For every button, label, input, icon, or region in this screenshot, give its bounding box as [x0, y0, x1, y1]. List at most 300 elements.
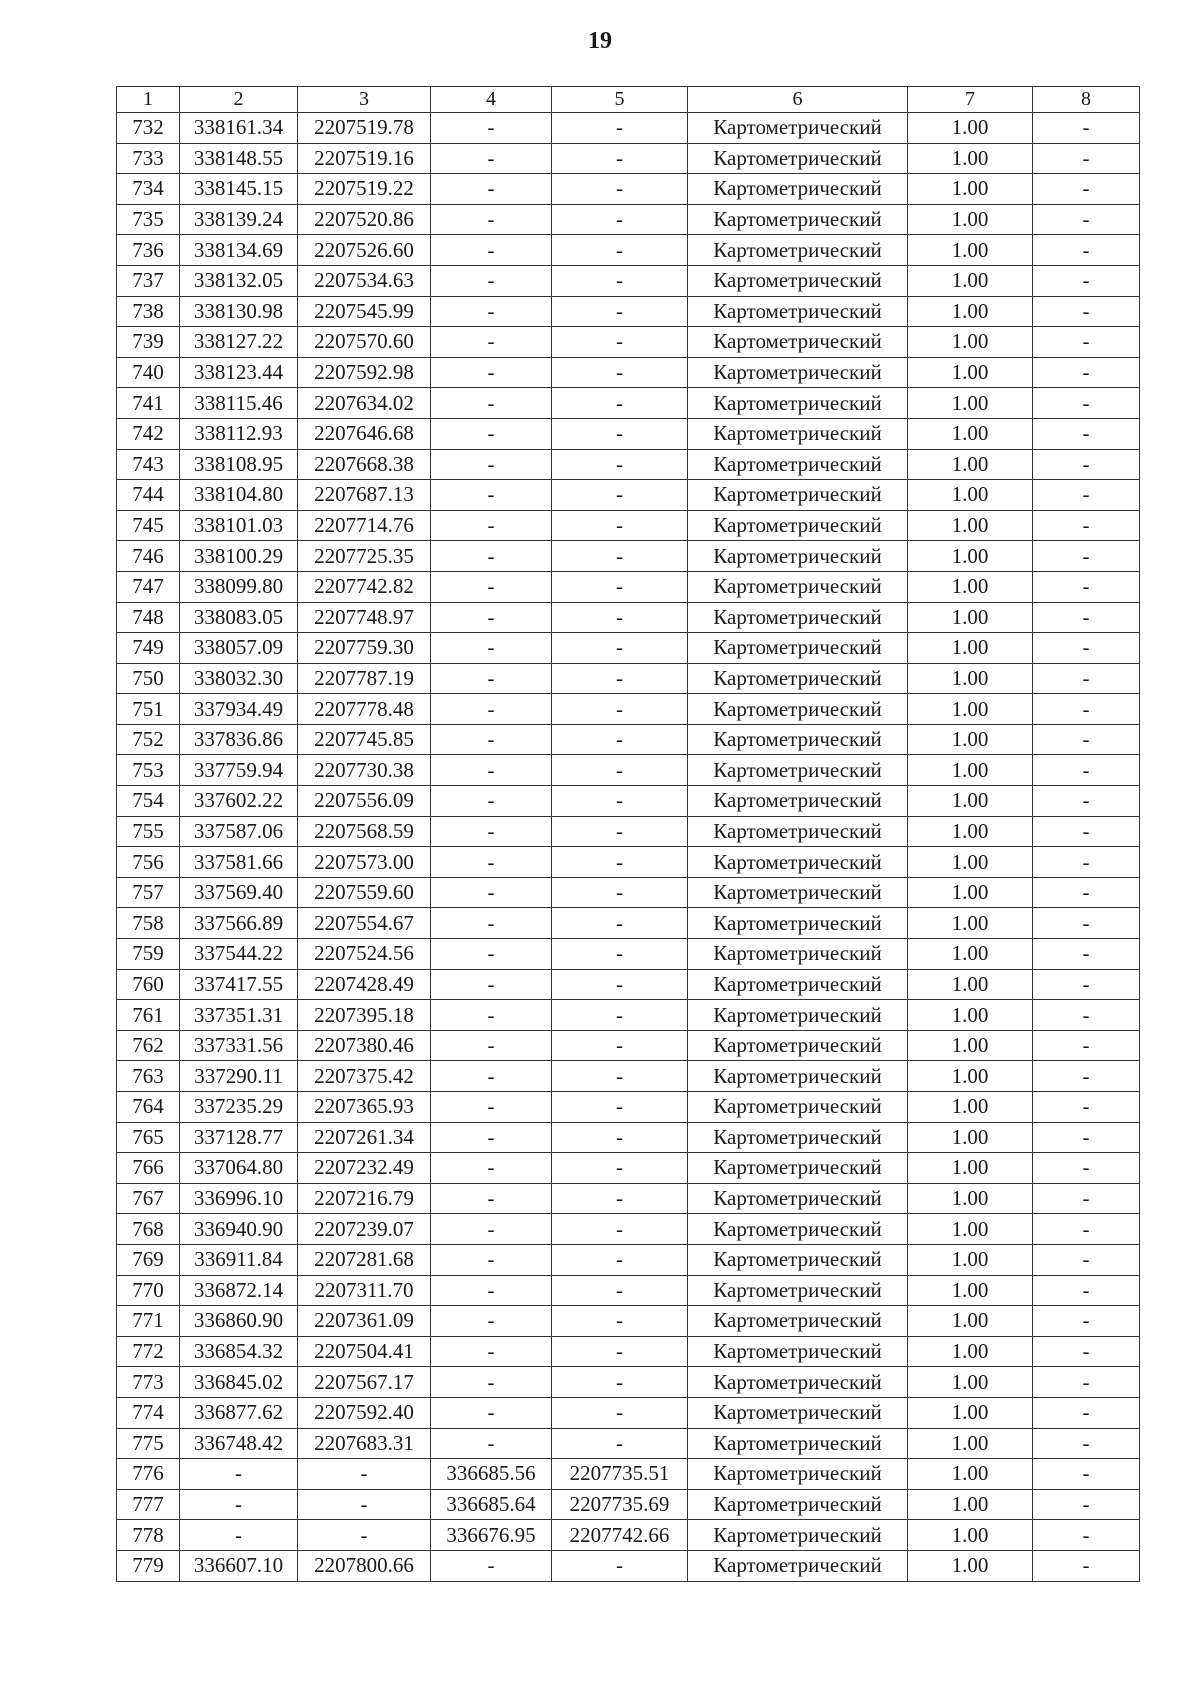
- table-row: [117, 1275, 1140, 1306]
- cell-y-coordinate: 2207380.46: [298, 1030, 431, 1061]
- cell-accuracy: 1.00: [908, 877, 1033, 908]
- cell-x-coordinate: 338123.44: [180, 357, 298, 388]
- cell-x-coordinate: 337544.22: [180, 939, 298, 970]
- cell-method: Картометрический: [688, 786, 908, 817]
- cell-x-coordinate-new: -: [431, 1336, 552, 1367]
- cell-y-coordinate-new: -: [552, 877, 688, 908]
- cell-method: Картометрический: [688, 1275, 908, 1306]
- cell-point-number: 776: [117, 1459, 180, 1490]
- table-row: [117, 724, 1140, 755]
- cell-x-coordinate-new: -: [431, 143, 552, 174]
- cell-x-coordinate-new: -: [431, 969, 552, 1000]
- cell-y-coordinate: -: [298, 1459, 431, 1490]
- cell-method: Картометрический: [688, 1092, 908, 1123]
- cell-y-coordinate-new: 2207742.66: [552, 1520, 688, 1551]
- cell-method: Картометрический: [688, 1397, 908, 1428]
- table-row: [117, 877, 1140, 908]
- cell-x-coordinate: 338139.24: [180, 204, 298, 235]
- cell-y-coordinate: 2207592.40: [298, 1397, 431, 1428]
- cell-y-coordinate-new: -: [552, 143, 688, 174]
- cell-x-coordinate: 338148.55: [180, 143, 298, 174]
- cell-method: Картометрический: [688, 174, 908, 205]
- cell-x-coordinate-new: -: [431, 724, 552, 755]
- cell-y-coordinate: 2207361.09: [298, 1306, 431, 1337]
- cell-y-coordinate-new: 2207735.69: [552, 1489, 688, 1520]
- cell-y-coordinate-new: -: [552, 1336, 688, 1367]
- cell-point-number: 755: [117, 816, 180, 847]
- cell-x-coordinate: 337235.29: [180, 1092, 298, 1123]
- table-row: [117, 418, 1140, 449]
- cell-note: -: [1033, 1550, 1140, 1581]
- cell-point-number: 746: [117, 541, 180, 572]
- cell-note: -: [1033, 694, 1140, 725]
- cell-method: Картометрический: [688, 602, 908, 633]
- cell-accuracy: 1.00: [908, 1367, 1033, 1398]
- cell-note: -: [1033, 1397, 1140, 1428]
- cell-method: Картометрический: [688, 204, 908, 235]
- cell-x-coordinate: 337331.56: [180, 1030, 298, 1061]
- cell-y-coordinate-new: -: [552, 571, 688, 602]
- cell-x-coordinate-new: -: [431, 235, 552, 266]
- cell-point-number: 764: [117, 1092, 180, 1123]
- table-row: [117, 1336, 1140, 1367]
- cell-point-number: 769: [117, 1244, 180, 1275]
- cell-point-number: 752: [117, 724, 180, 755]
- cell-method: Картометрический: [688, 1367, 908, 1398]
- cell-y-coordinate: 2207573.00: [298, 847, 431, 878]
- cell-x-coordinate-new: -: [431, 174, 552, 205]
- cell-x-coordinate: 338115.46: [180, 388, 298, 419]
- cell-accuracy: 1.00: [908, 1153, 1033, 1184]
- cell-note: -: [1033, 633, 1140, 664]
- cell-method: Картометрический: [688, 847, 908, 878]
- table-row: [117, 1061, 1140, 1092]
- cell-note: -: [1033, 1520, 1140, 1551]
- cell-accuracy: 1.00: [908, 602, 1033, 633]
- cell-y-coordinate: 2207281.68: [298, 1244, 431, 1275]
- cell-accuracy: 1.00: [908, 1459, 1033, 1490]
- cell-method: Картометрический: [688, 816, 908, 847]
- cell-note: -: [1033, 1428, 1140, 1459]
- cell-point-number: 735: [117, 204, 180, 235]
- cell-method: Картометрический: [688, 1000, 908, 1031]
- cell-x-coordinate-new: -: [431, 847, 552, 878]
- cell-accuracy: 1.00: [908, 113, 1033, 144]
- cell-method: Картометрический: [688, 724, 908, 755]
- cell-accuracy: 1.00: [908, 1306, 1033, 1337]
- cell-y-coordinate-new: -: [552, 1153, 688, 1184]
- cell-method: Картометрический: [688, 694, 908, 725]
- cell-method: Картометрический: [688, 755, 908, 786]
- table-row: [117, 1367, 1140, 1398]
- cell-x-coordinate-new: -: [431, 1183, 552, 1214]
- table-row: [117, 235, 1140, 266]
- cell-method: Картометрический: [688, 1183, 908, 1214]
- cell-note: -: [1033, 1336, 1140, 1367]
- cell-note: -: [1033, 235, 1140, 266]
- cell-point-number: 765: [117, 1122, 180, 1153]
- cell-note: -: [1033, 1367, 1140, 1398]
- cell-method: Картометрический: [688, 1214, 908, 1245]
- cell-x-coordinate-new: -: [431, 204, 552, 235]
- cell-point-number: 766: [117, 1153, 180, 1184]
- table-row: [117, 1244, 1140, 1275]
- cell-accuracy: 1.00: [908, 663, 1033, 694]
- cell-x-coordinate: 336996.10: [180, 1183, 298, 1214]
- cell-y-coordinate: 2207375.42: [298, 1061, 431, 1092]
- cell-accuracy: 1.00: [908, 633, 1033, 664]
- cell-x-coordinate-new: -: [431, 755, 552, 786]
- cell-point-number: 777: [117, 1489, 180, 1520]
- cell-y-coordinate: 2207800.66: [298, 1550, 431, 1581]
- cell-note: -: [1033, 1306, 1140, 1337]
- cell-x-coordinate: 336748.42: [180, 1428, 298, 1459]
- cell-x-coordinate-new: -: [431, 265, 552, 296]
- cell-y-coordinate: 2207714.76: [298, 510, 431, 541]
- cell-accuracy: 1.00: [908, 1030, 1033, 1061]
- cell-accuracy: 1.00: [908, 541, 1033, 572]
- cell-x-coordinate: 338132.05: [180, 265, 298, 296]
- cell-point-number: 742: [117, 418, 180, 449]
- cell-accuracy: 1.00: [908, 1122, 1033, 1153]
- cell-x-coordinate: 337351.31: [180, 1000, 298, 1031]
- cell-point-number: 778: [117, 1520, 180, 1551]
- coordinates-table: [116, 86, 1140, 1582]
- cell-accuracy: 1.00: [908, 204, 1033, 235]
- cell-note: -: [1033, 265, 1140, 296]
- cell-y-coordinate-new: -: [552, 1030, 688, 1061]
- table-row: [117, 1520, 1140, 1551]
- cell-y-coordinate: 2207428.49: [298, 969, 431, 1000]
- cell-method: Картометрический: [688, 1244, 908, 1275]
- table-row: [117, 755, 1140, 786]
- cell-note: -: [1033, 510, 1140, 541]
- cell-x-coordinate-new: -: [431, 602, 552, 633]
- cell-x-coordinate: 338101.03: [180, 510, 298, 541]
- cell-y-coordinate: 2207556.09: [298, 786, 431, 817]
- cell-y-coordinate-new: -: [552, 418, 688, 449]
- cell-x-coordinate: 338130.98: [180, 296, 298, 327]
- cell-point-number: 756: [117, 847, 180, 878]
- table-row: [117, 174, 1140, 205]
- cell-note: -: [1033, 1030, 1140, 1061]
- cell-point-number: 770: [117, 1275, 180, 1306]
- cell-method: Картометрический: [688, 1153, 908, 1184]
- cell-note: -: [1033, 877, 1140, 908]
- header-cell: 5: [552, 87, 688, 113]
- cell-x-coordinate-new: -: [431, 633, 552, 664]
- cell-y-coordinate-new: -: [552, 449, 688, 480]
- cell-x-coordinate-new: -: [431, 908, 552, 939]
- cell-x-coordinate-new: -: [431, 510, 552, 541]
- cell-method: Картометрический: [688, 1061, 908, 1092]
- cell-method: Картометрический: [688, 1122, 908, 1153]
- table-row: [117, 571, 1140, 602]
- cell-note: -: [1033, 724, 1140, 755]
- cell-y-coordinate-new: -: [552, 939, 688, 970]
- cell-y-coordinate: 2207232.49: [298, 1153, 431, 1184]
- cell-x-coordinate: 337128.77: [180, 1122, 298, 1153]
- cell-note: -: [1033, 847, 1140, 878]
- table-row: [117, 327, 1140, 358]
- cell-accuracy: 1.00: [908, 1336, 1033, 1367]
- table-row: [117, 541, 1140, 572]
- table-row: [117, 1397, 1140, 1428]
- table-row: [117, 388, 1140, 419]
- cell-method: Картометрический: [688, 418, 908, 449]
- header-cell: 2: [180, 87, 298, 113]
- cell-y-coordinate: 2207745.85: [298, 724, 431, 755]
- cell-accuracy: 1.00: [908, 265, 1033, 296]
- cell-y-coordinate: 2207668.38: [298, 449, 431, 480]
- cell-y-coordinate-new: -: [552, 265, 688, 296]
- cell-note: -: [1033, 1061, 1140, 1092]
- cell-x-coordinate-new: -: [431, 1030, 552, 1061]
- cell-x-coordinate-new: -: [431, 1061, 552, 1092]
- cell-point-number: 740: [117, 357, 180, 388]
- cell-point-number: 751: [117, 694, 180, 725]
- cell-x-coordinate: 337417.55: [180, 969, 298, 1000]
- cell-y-coordinate: -: [298, 1489, 431, 1520]
- cell-y-coordinate-new: -: [552, 1550, 688, 1581]
- cell-y-coordinate-new: -: [552, 1122, 688, 1153]
- cell-accuracy: 1.00: [908, 816, 1033, 847]
- cell-y-coordinate: 2207725.35: [298, 541, 431, 572]
- cell-method: Картометрический: [688, 1336, 908, 1367]
- cell-y-coordinate-new: 2207735.51: [552, 1459, 688, 1490]
- cell-note: -: [1033, 663, 1140, 694]
- cell-x-coordinate-new: -: [431, 1306, 552, 1337]
- cell-x-coordinate: 338057.09: [180, 633, 298, 664]
- cell-y-coordinate: 2207311.70: [298, 1275, 431, 1306]
- cell-x-coordinate-new: -: [431, 694, 552, 725]
- cell-method: Картометрический: [688, 663, 908, 694]
- cell-y-coordinate-new: -: [552, 1092, 688, 1123]
- cell-point-number: 739: [117, 327, 180, 358]
- cell-x-coordinate-new: -: [431, 541, 552, 572]
- cell-x-coordinate-new: 336676.95: [431, 1520, 552, 1551]
- cell-y-coordinate: 2207554.67: [298, 908, 431, 939]
- cell-point-number: 734: [117, 174, 180, 205]
- cell-x-coordinate-new: -: [431, 939, 552, 970]
- cell-x-coordinate-new: 336685.56: [431, 1459, 552, 1490]
- table-row: [117, 113, 1140, 144]
- cell-x-coordinate: 337581.66: [180, 847, 298, 878]
- cell-point-number: 743: [117, 449, 180, 480]
- cell-note: -: [1033, 939, 1140, 970]
- cell-note: -: [1033, 204, 1140, 235]
- cell-accuracy: 1.00: [908, 1397, 1033, 1428]
- cell-method: Картометрический: [688, 1489, 908, 1520]
- cell-x-coordinate-new: -: [431, 1214, 552, 1245]
- cell-accuracy: 1.00: [908, 755, 1033, 786]
- cell-y-coordinate-new: -: [552, 602, 688, 633]
- cell-x-coordinate-new: -: [431, 663, 552, 694]
- cell-y-coordinate: 2207683.31: [298, 1428, 431, 1459]
- cell-accuracy: 1.00: [908, 143, 1033, 174]
- cell-method: Картометрический: [688, 1428, 908, 1459]
- cell-accuracy: 1.00: [908, 969, 1033, 1000]
- cell-y-coordinate-new: -: [552, 480, 688, 511]
- cell-method: Картометрический: [688, 939, 908, 970]
- cell-accuracy: 1.00: [908, 1489, 1033, 1520]
- cell-y-coordinate: 2207239.07: [298, 1214, 431, 1245]
- cell-note: -: [1033, 571, 1140, 602]
- cell-point-number: 753: [117, 755, 180, 786]
- cell-y-coordinate: 2207634.02: [298, 388, 431, 419]
- cell-x-coordinate-new: -: [431, 449, 552, 480]
- cell-accuracy: 1.00: [908, 1000, 1033, 1031]
- cell-x-coordinate: 337566.89: [180, 908, 298, 939]
- cell-x-coordinate-new: -: [431, 1550, 552, 1581]
- cell-point-number: 759: [117, 939, 180, 970]
- cell-x-coordinate: 337569.40: [180, 877, 298, 908]
- cell-method: Картометрический: [688, 357, 908, 388]
- table-row: [117, 1183, 1140, 1214]
- cell-x-coordinate-new: -: [431, 1092, 552, 1123]
- cell-accuracy: 1.00: [908, 1061, 1033, 1092]
- table-row: [117, 1122, 1140, 1153]
- cell-note: -: [1033, 908, 1140, 939]
- cell-accuracy: 1.00: [908, 296, 1033, 327]
- cell-point-number: 761: [117, 1000, 180, 1031]
- cell-y-coordinate-new: -: [552, 357, 688, 388]
- cell-x-coordinate-new: -: [431, 877, 552, 908]
- cell-x-coordinate-new: -: [431, 816, 552, 847]
- cell-accuracy: 1.00: [908, 1214, 1033, 1245]
- cell-y-coordinate: 2207524.56: [298, 939, 431, 970]
- cell-x-coordinate: 337602.22: [180, 786, 298, 817]
- cell-accuracy: 1.00: [908, 449, 1033, 480]
- cell-x-coordinate: 337836.86: [180, 724, 298, 755]
- cell-y-coordinate-new: -: [552, 1000, 688, 1031]
- cell-x-coordinate: 336940.90: [180, 1214, 298, 1245]
- cell-y-coordinate-new: -: [552, 1214, 688, 1245]
- cell-point-number: 758: [117, 908, 180, 939]
- cell-point-number: 774: [117, 1397, 180, 1428]
- header-cell: 6: [688, 87, 908, 113]
- cell-x-coordinate-new: -: [431, 296, 552, 327]
- cell-accuracy: 1.00: [908, 694, 1033, 725]
- cell-y-coordinate: 2207526.60: [298, 235, 431, 266]
- cell-y-coordinate: 2207519.22: [298, 174, 431, 205]
- table-header-row: [117, 87, 1140, 113]
- cell-accuracy: 1.00: [908, 357, 1033, 388]
- cell-note: -: [1033, 449, 1140, 480]
- cell-y-coordinate-new: -: [552, 1275, 688, 1306]
- table-row: [117, 816, 1140, 847]
- cell-note: -: [1033, 1183, 1140, 1214]
- cell-y-coordinate: 2207519.16: [298, 143, 431, 174]
- cell-point-number: 757: [117, 877, 180, 908]
- cell-x-coordinate-new: -: [431, 1122, 552, 1153]
- table-row: [117, 847, 1140, 878]
- cell-note: -: [1033, 1275, 1140, 1306]
- cell-point-number: 747: [117, 571, 180, 602]
- table-row: [117, 1428, 1140, 1459]
- cell-x-coordinate-new: -: [431, 1428, 552, 1459]
- cell-y-coordinate-new: -: [552, 847, 688, 878]
- cell-method: Картометрический: [688, 877, 908, 908]
- cell-x-coordinate: 338032.30: [180, 663, 298, 694]
- cell-point-number: 772: [117, 1336, 180, 1367]
- cell-y-coordinate-new: -: [552, 541, 688, 572]
- cell-x-coordinate-new: -: [431, 388, 552, 419]
- cell-method: Картометрический: [688, 1459, 908, 1490]
- cell-x-coordinate: 337587.06: [180, 816, 298, 847]
- cell-note: -: [1033, 786, 1140, 817]
- cell-y-coordinate-new: -: [552, 816, 688, 847]
- cell-y-coordinate-new: -: [552, 969, 688, 1000]
- cell-y-coordinate: 2207261.34: [298, 1122, 431, 1153]
- cell-x-coordinate-new: -: [431, 1244, 552, 1275]
- cell-point-number: 750: [117, 663, 180, 694]
- cell-method: Картометрический: [688, 113, 908, 144]
- cell-note: -: [1033, 388, 1140, 419]
- table-row: [117, 1306, 1140, 1337]
- header-cell: 7: [908, 87, 1033, 113]
- cell-y-coordinate: 2207216.79: [298, 1183, 431, 1214]
- cell-accuracy: 1.00: [908, 1092, 1033, 1123]
- cell-x-coordinate: 338100.29: [180, 541, 298, 572]
- cell-x-coordinate: 338104.80: [180, 480, 298, 511]
- cell-accuracy: 1.00: [908, 908, 1033, 939]
- cell-accuracy: 1.00: [908, 939, 1033, 970]
- cell-x-coordinate-new: -: [431, 1275, 552, 1306]
- cell-y-coordinate: 2207567.17: [298, 1367, 431, 1398]
- cell-point-number: 775: [117, 1428, 180, 1459]
- cell-x-coordinate-new: -: [431, 357, 552, 388]
- cell-x-coordinate: 337064.80: [180, 1153, 298, 1184]
- cell-x-coordinate: 337290.11: [180, 1061, 298, 1092]
- cell-y-coordinate-new: -: [552, 694, 688, 725]
- cell-point-number: 771: [117, 1306, 180, 1337]
- cell-y-coordinate: 2207504.41: [298, 1336, 431, 1367]
- cell-x-coordinate: 338083.05: [180, 602, 298, 633]
- cell-accuracy: 1.00: [908, 235, 1033, 266]
- table-row: [117, 1000, 1140, 1031]
- cell-method: Картометрический: [688, 510, 908, 541]
- cell-y-coordinate: 2207759.30: [298, 633, 431, 664]
- cell-note: -: [1033, 143, 1140, 174]
- cell-x-coordinate-new: -: [431, 327, 552, 358]
- cell-point-number: 767: [117, 1183, 180, 1214]
- cell-point-number: 737: [117, 265, 180, 296]
- cell-y-coordinate: 2207570.60: [298, 327, 431, 358]
- cell-note: -: [1033, 541, 1140, 572]
- table-row: [117, 1030, 1140, 1061]
- cell-accuracy: 1.00: [908, 1244, 1033, 1275]
- cell-note: -: [1033, 602, 1140, 633]
- cell-method: Картометрический: [688, 1306, 908, 1337]
- cell-y-coordinate: 2207520.86: [298, 204, 431, 235]
- cell-note: -: [1033, 357, 1140, 388]
- cell-accuracy: 1.00: [908, 510, 1033, 541]
- cell-y-coordinate-new: -: [552, 1428, 688, 1459]
- cell-y-coordinate: 2207559.60: [298, 877, 431, 908]
- cell-note: -: [1033, 418, 1140, 449]
- cell-y-coordinate: 2207592.98: [298, 357, 431, 388]
- cell-y-coordinate-new: -: [552, 1397, 688, 1428]
- cell-x-coordinate-new: -: [431, 1153, 552, 1184]
- cell-y-coordinate: 2207519.78: [298, 113, 431, 144]
- cell-y-coordinate-new: -: [552, 174, 688, 205]
- cell-point-number: 745: [117, 510, 180, 541]
- cell-method: Картометрический: [688, 1520, 908, 1551]
- cell-x-coordinate: 337759.94: [180, 755, 298, 786]
- cell-method: Картометрический: [688, 1030, 908, 1061]
- cell-accuracy: 1.00: [908, 327, 1033, 358]
